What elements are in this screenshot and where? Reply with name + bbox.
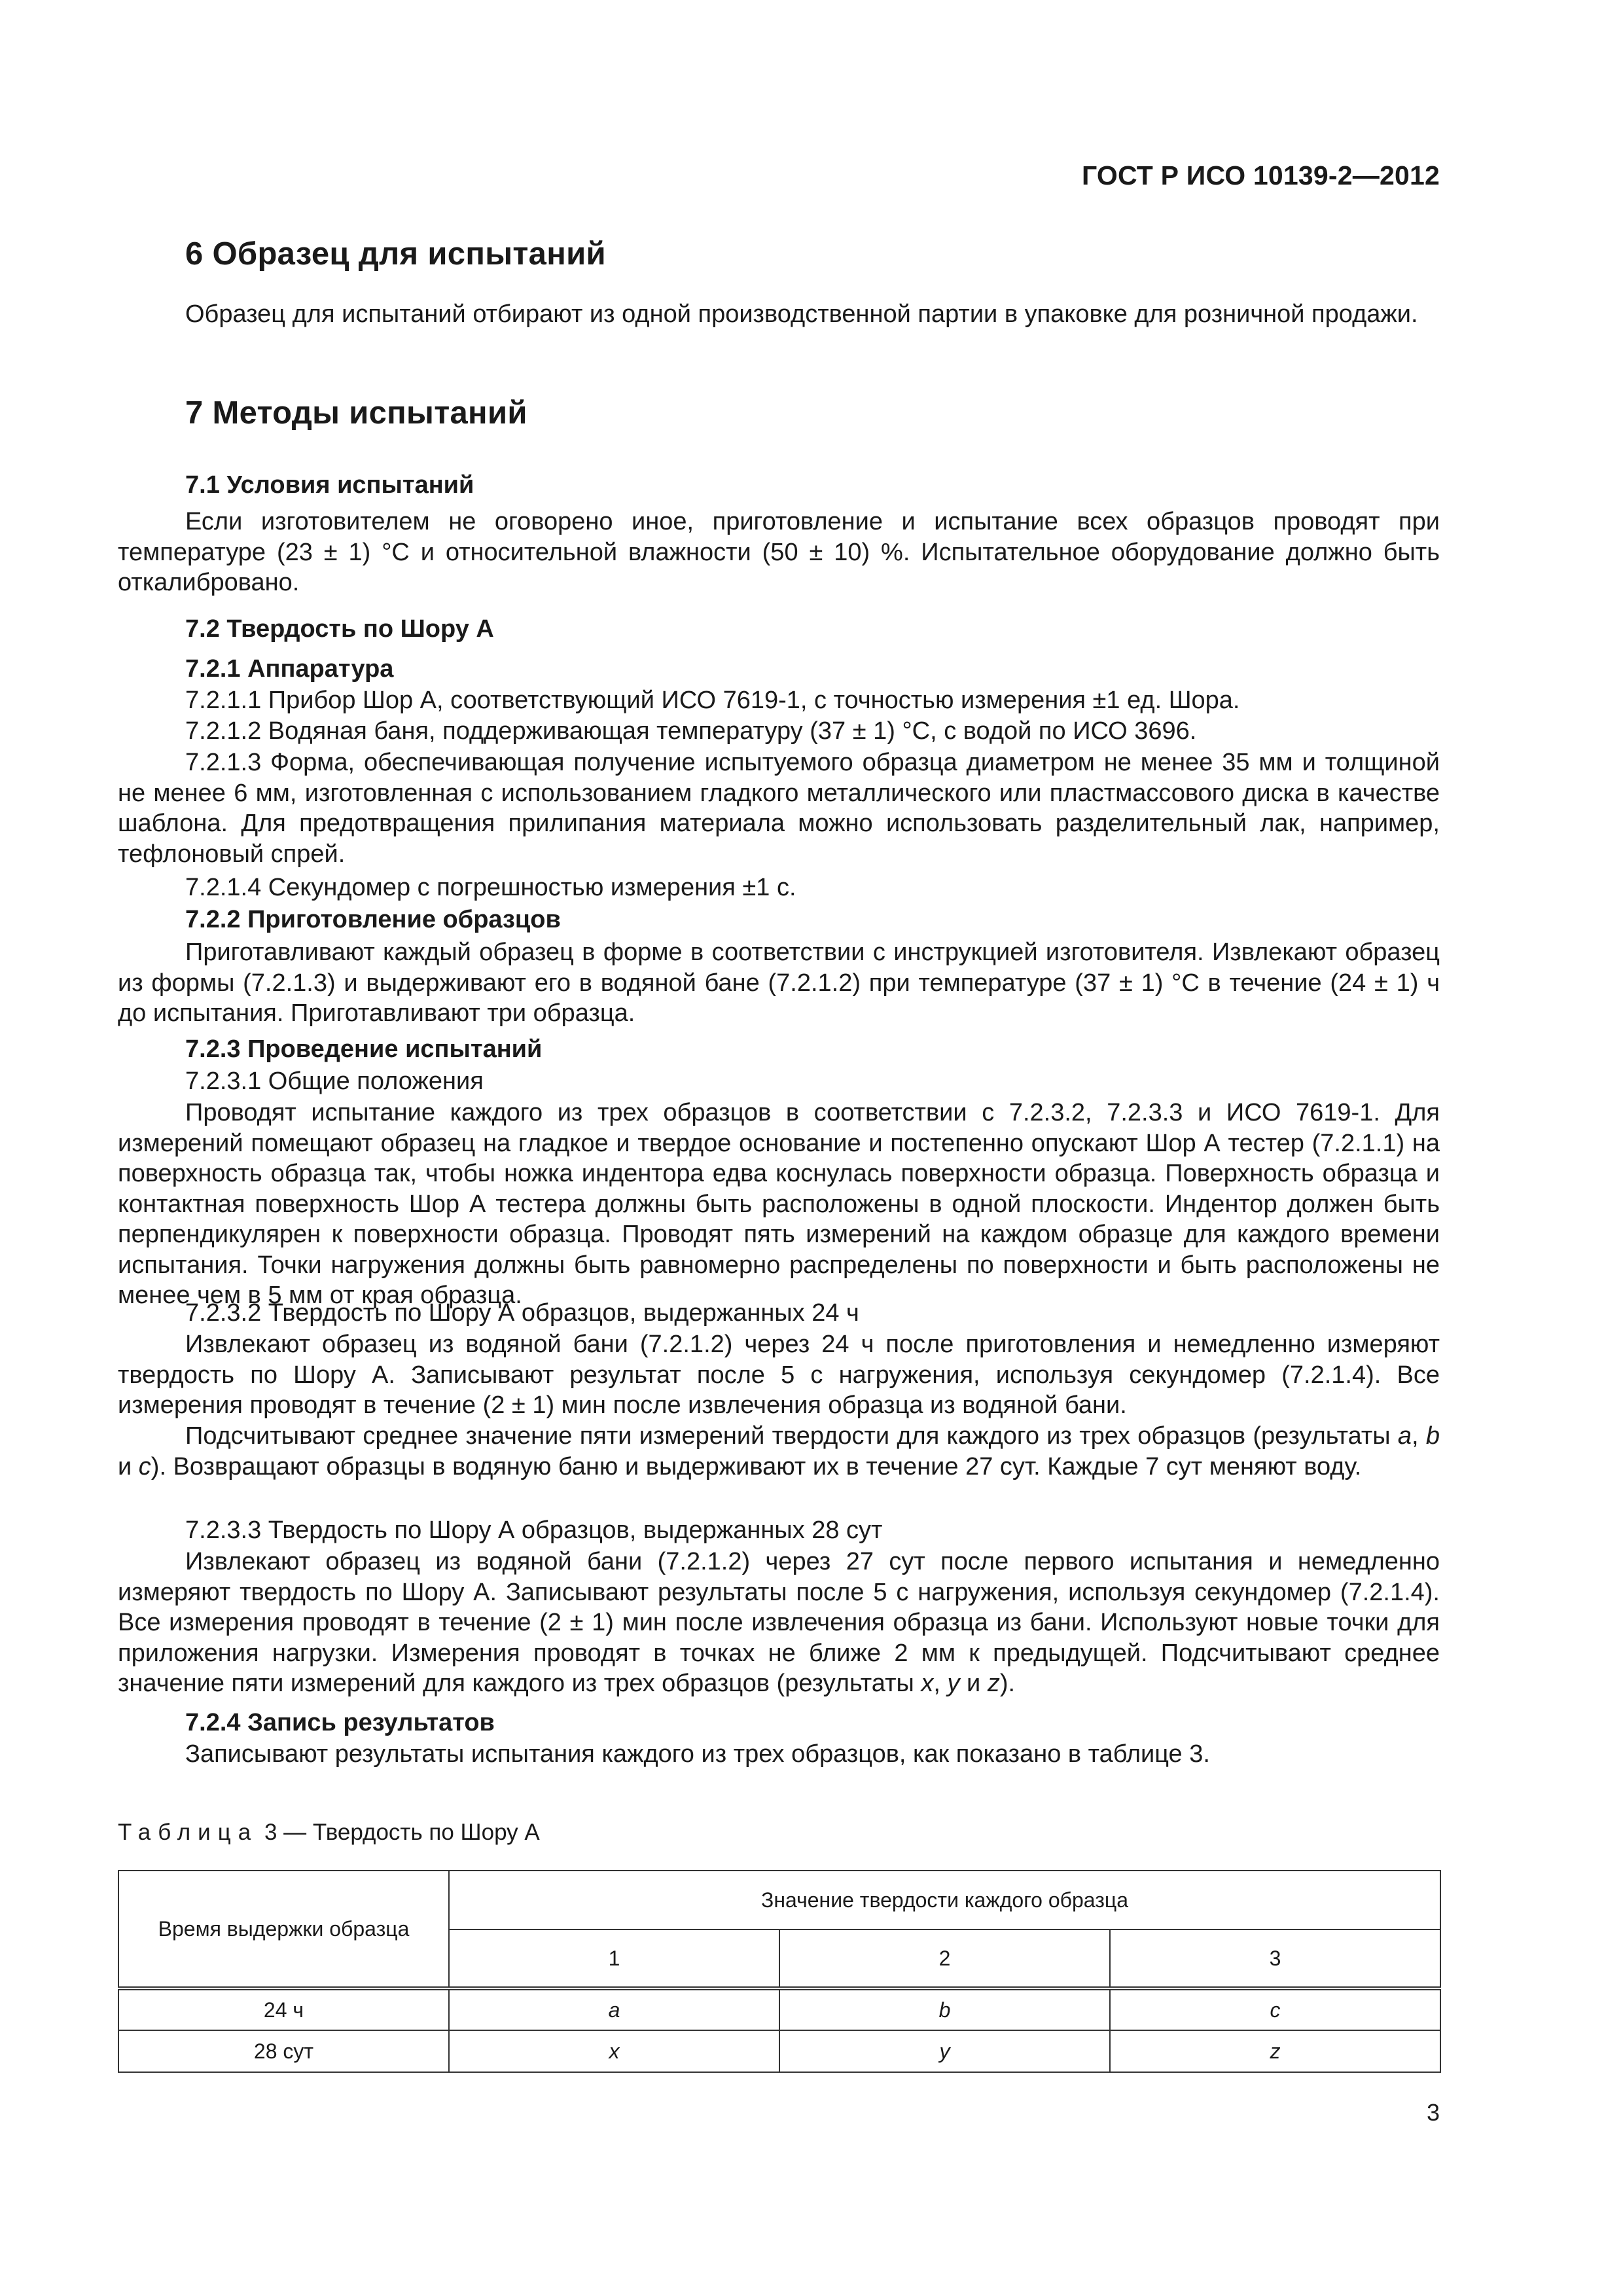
section-7-2-2-paragraph: Приготавливают каждый образец в форме в соответствии с инструкцией изготовителя. Извлекают образец из формы (7.2.1.3) и выдерживают его в водяной бане (7.2.1.2) при температуре (37 ± 1) °С в течение (24 ± 1) ч до испытания. Приготавливают три образца. xyxy=(118,939,1440,1027)
value-cell: a xyxy=(449,1988,779,2030)
row-time-cell: 24 ч xyxy=(118,1988,449,2030)
result-var-x: x xyxy=(921,1670,934,1697)
section-7-2-4-paragraph: Записывают результаты испытания каждого из трех образцов, как показано в таблице 3. xyxy=(185,1740,1210,1768)
document-code: ГОСТ Р ИСО 10139-2—2012 xyxy=(1082,160,1440,190)
col-header-sample: 2 xyxy=(779,1929,1110,1988)
item-7-2-3-2-paragraph-2: Подсчитывают среднее значение пяти измерений твердости для каждого из трех образцов (результаты a, b и c). Возвращают образцы в водяную баню и выдерживают их в течение 27 сут. Каждые 7 сут меняют воду. xyxy=(118,1422,1440,1480)
section-7-1-paragraph: Если изготовителем не оговорено иное, приготовление и испытание всех образцов проводят при температуре (23 ± 1) °С и относительной влажности (50 ± 10) %. Испытательное оборудование должно быть откалибровано. xyxy=(118,508,1440,596)
section-7-1-heading: 7.1 Условия испытаний xyxy=(185,471,474,499)
col-header-time: Время выдержки образца xyxy=(118,1871,449,1988)
col-header-group: Значение твердости каждого образца xyxy=(449,1871,1440,1929)
item-7-2-3-1-title: 7.2.3.1 Общие положения xyxy=(185,1067,484,1095)
table-row xyxy=(118,2030,1440,2072)
col-header-sample: 1 xyxy=(449,1929,779,1988)
section-7-2-4-heading: 7.2.4 Запись результатов xyxy=(185,1709,495,1736)
section-7-2-1-heading: 7.2.1 Аппаратура xyxy=(185,655,394,683)
value-cell: z xyxy=(1110,2030,1440,2072)
result-var-z: z xyxy=(987,1670,1000,1697)
section-7-2-heading: 7.2 Твердость по Шору А xyxy=(185,615,494,643)
item-7-2-3-2-paragraph-1: Извлекают образец из водяной бани (7.2.1.2) через 24 ч после приготовления и немедленно измеряют твердость по Шору А. Записывают результат после 5 с нагружения, используя секундомер (7.2.1.4). Все измерения проводят в течение (2 ± 1) мин после извлечения образца из водяной бани. xyxy=(118,1331,1440,1419)
section-7-2-3-heading: 7.2.3 Проведение испытаний xyxy=(185,1035,543,1063)
row-time-cell: 28 сут xyxy=(118,2030,449,2072)
result-var-c: c xyxy=(138,1452,151,1480)
item-7-2-3-2-title: 7.2.3.2 Твердость по Шору А образцов, выдержанных 24 ч xyxy=(185,1299,859,1327)
section-7-heading: 7 Методы испытаний xyxy=(185,395,527,431)
item-7-2-1-4: 7.2.1.4 Секундомер с погрешностью измерения ±1 с. xyxy=(185,874,796,901)
result-var-a: a xyxy=(1397,1422,1412,1450)
table-row xyxy=(118,1988,1440,2030)
table-caption: Таблица 3 — Твердость по Шору А xyxy=(118,1820,540,1845)
item-7-2-3-3-title: 7.2.3.3 Твердость по Шору А образцов, выдержанных 28 сут xyxy=(185,1516,883,1544)
result-var-b: b xyxy=(1425,1422,1440,1450)
item-7-2-1-1: 7.2.1.1 Прибор Шор А, соответствующий ИСО 7619-1, с точностью измерения ±1 ед. Шора. xyxy=(185,687,1240,714)
col-header-sample: 3 xyxy=(1110,1929,1440,1988)
value-cell: y xyxy=(779,2030,1110,2072)
section-7-2-2-heading: 7.2.2 Приготовление образцов xyxy=(185,906,561,933)
item-7-2-3-3-paragraph: Извлекают образец из водяной бани (7.2.1.2) через 27 сут после первого испытания и немедленно измеряют твердость по Шору А. Записывают результаты после 5 с нагружения, используя секундомер (7.2.1.4). Все измерения проводят в течение (2 ± 1) мин после извлечения образца из бани. Используют новые точки для приложения нагрузки. Измерения проводят в точках не ближе 2 мм к предыдущей. Подсчитывают среднее значение пяти измерений для каждого из трех образцов (результаты x, y и z). xyxy=(118,1548,1440,1697)
item-7-2-1-2: 7.2.1.2 Водяная баня, поддерживающая температуру (37 ± 1) °С, с водой по ИСО 3696. xyxy=(185,717,1197,745)
section-6-heading: 6 Образец для испытаний xyxy=(185,236,606,272)
result-var-y: y xyxy=(947,1670,960,1697)
value-cell: b xyxy=(779,1988,1110,2030)
item-7-2-1-3: 7.2.1.3 Форма, обеспечивающая получение испытуемого образца диаметром не менее 35 мм и толщиной не менее 6 мм, изготовленная с использованием гладкого металлического или пластмассового диска в качестве шаблона. Для предотвращения прилипания материала можно использовать разделительный лак, например, тефлоновый спрей. xyxy=(118,749,1440,868)
section-6-paragraph: Образец для испытаний отбирают из одной производственной партии в упаковке для розничной продажи. xyxy=(185,300,1418,328)
hardness-table xyxy=(118,1870,1441,2073)
page-number: 3 xyxy=(1426,2099,1440,2126)
item-7-2-3-1-paragraph: Проводят испытание каждого из трех образцов в соответствии с 7.2.3.2, 7.2.3.3 и ИСО 7619-1. Для измерений помещают образец на гладкое и твердое основание и постепенно опускают Шор А тестер (7.2.1.1) на поверхность образца так, чтобы ножка индентора едва коснулась поверхности образца. Поверхность образца и контактная поверхность Шор А тестера должны быть расположены в одной плоскости. Индентор должен быть перпендикулярен к поверхности образца. Проводят пять измерений на каждом образце для каждого времени испытания. Точки нагружения должны быть равномерно распределены по поверхности и быть расположены не менее чем в 5 мм от края образца. xyxy=(118,1099,1440,1309)
value-cell: x xyxy=(449,2030,779,2072)
value-cell: c xyxy=(1110,1988,1440,2030)
